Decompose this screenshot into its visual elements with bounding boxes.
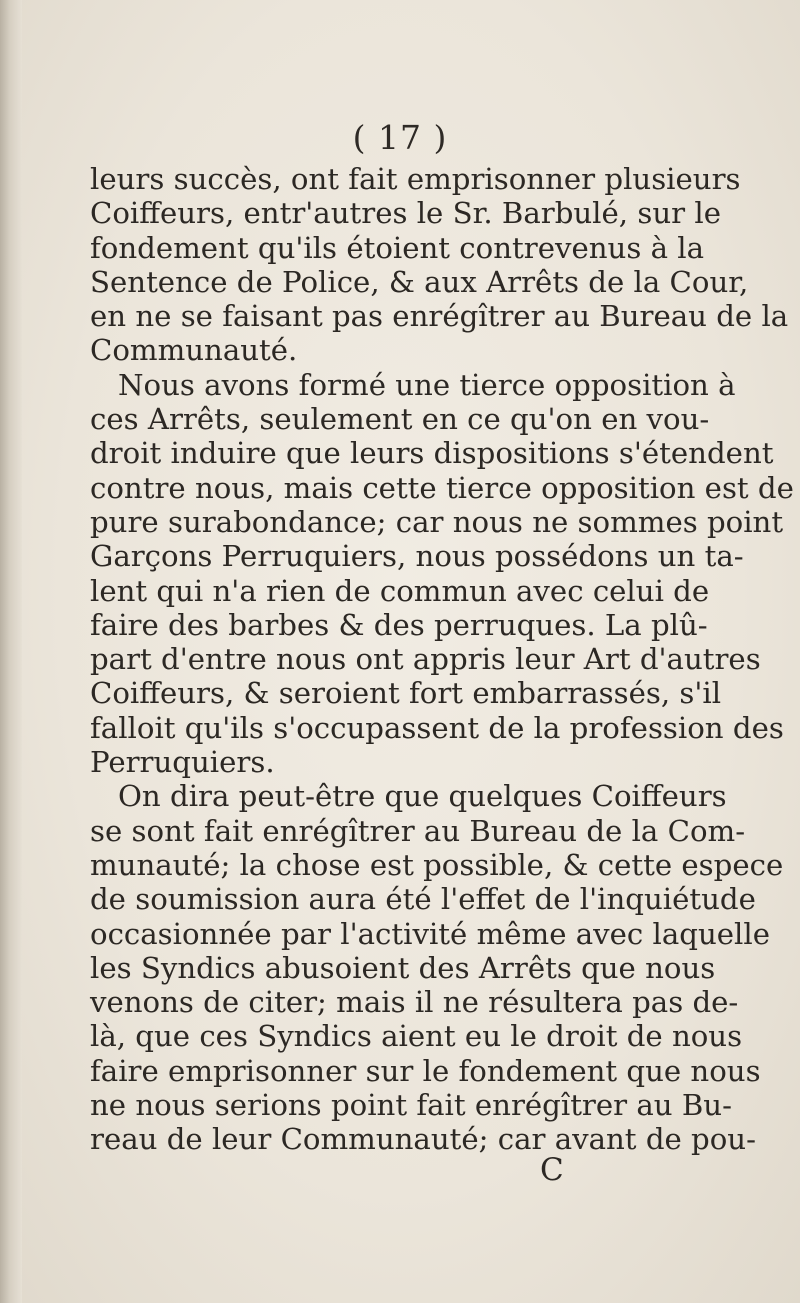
text-line: ces Arrêts, seulement en ce qu'on en vou- xyxy=(90,402,710,437)
text-line: là, que ces Syndics aient eu le droit de nous xyxy=(90,1019,743,1054)
text-line: Nous avons formé une tierce opposition à xyxy=(118,367,736,402)
page-number: ( 17 ) xyxy=(352,118,448,157)
text-line: en ne se faisant pas enrégîtrer au Bureau de la xyxy=(90,299,789,334)
text-line: faire emprisonner sur le fondement que nous xyxy=(90,1053,761,1088)
text-line: Coiffeurs, entr'autres le Sr. Barbulé, sur le xyxy=(90,196,721,231)
text-line: Coiffeurs, & seroient fort embarrassés, s'il xyxy=(90,676,722,711)
text-line: ne nous serions point fait enrégîtrer au Bu- xyxy=(90,1088,732,1123)
text-line: se sont fait enrégîtrer au Bureau de la Com- xyxy=(90,813,746,848)
text-line: Sentence de Police, & aux Arrêts de la Cour, xyxy=(90,264,749,299)
text-line: Communauté. xyxy=(90,333,298,368)
text-line: Perruquiers. xyxy=(90,745,275,780)
text-line: fondement qu'ils étoient contrevenus à la xyxy=(90,230,705,265)
text-line: les Syndics abusoient des Arrêts que nous xyxy=(90,950,716,985)
page-gutter xyxy=(0,0,22,1303)
body-text xyxy=(90,162,794,1157)
text-line: de soumission aura été l'effet de l'inquiétude xyxy=(90,882,756,917)
text-line: Garçons Perruquiers, nous possédons un ta- xyxy=(90,539,744,574)
text-line: falloit qu'ils s'occupassent de la profession des xyxy=(90,710,784,745)
signature-mark: C xyxy=(540,1152,566,1188)
text-line: occasionnée par l'activité même avec laquelle xyxy=(90,916,770,951)
text-line: faire des barbes & des perruques. La plû- xyxy=(90,607,708,642)
text-line: droit induire que leurs dispositions s'étendent xyxy=(90,436,774,471)
text-line: pure surabondance; car nous ne sommes point xyxy=(90,504,784,539)
text-line: part d'entre nous ont appris leur Art d'autres xyxy=(90,642,761,677)
text-line: leurs succès, ont fait emprisonner plusieurs xyxy=(90,162,741,196)
text-line: reau de leur Communauté; car avant de pou- xyxy=(90,1122,756,1157)
text-line: venons de citer; mais il ne résultera pas de- xyxy=(90,985,739,1020)
text-line: lent qui n'a rien de commun avec celui de xyxy=(90,573,710,608)
text-line: contre nous, mais cette tierce opposition est de xyxy=(90,470,794,505)
text-line: munauté; la chose est possible, & cette espece xyxy=(90,847,784,882)
text-line: On dira peut-être que quelques Coiffeurs xyxy=(118,779,727,814)
